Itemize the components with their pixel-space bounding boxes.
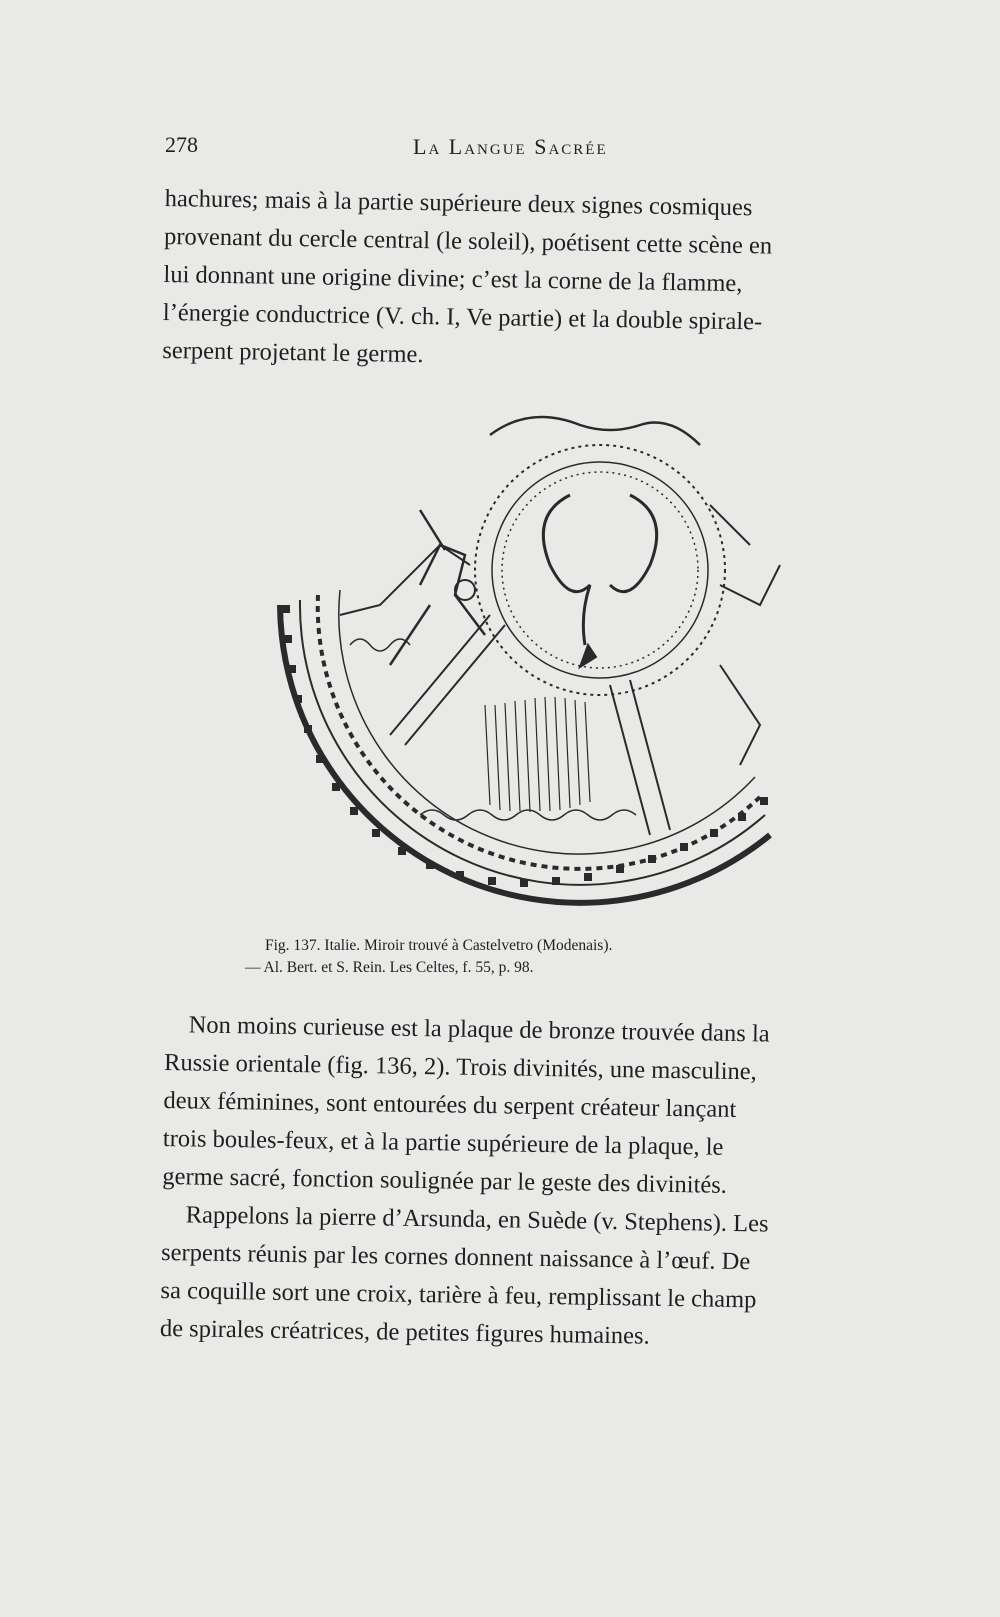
caption-line: Fig. 137. Italie. Miroir trouvé à Castelvetro (Modenais). [265,937,613,954]
caption-line: — Al. Bert. et S. Rein. Les Celtes, f. 55, p. 98. [245,959,534,976]
text-line: lui donnant une origine divine; c’est la corne de la flamme, [163,260,743,298]
top-figures [490,417,700,445]
text-line: Non moins curieuse est la plaque de bronze trouvée dans la [188,1011,770,1048]
human-figure [390,510,485,665]
paragraph-2 [160,1006,925,1360]
text-line: provenant du cercle central (le soleil), poétisent cette scène en [163,222,773,260]
text-line: trois boules-feux, et à la partie supérieure de la plaque, le [162,1124,724,1161]
text-line: l’énergie conductrice (V. ch. I, Ve partie) et la double spirale- [162,298,763,336]
figure-caption [245,935,845,979]
paragraph-1 [162,180,925,382]
text-line: germe sacré, fonction soulignée par le geste des divinités. [162,1162,728,1199]
mirror-engraving-illustration [270,405,800,915]
serpent-spiral [543,495,656,645]
ladder [390,615,505,745]
text-line: Russie orientale (fig. 136, 2). Trois divinités, une masculine, [163,1048,757,1086]
text-line: serpent projetant le germe. [162,336,424,369]
text-line: Rappelons la pierre d’Arsunda, en Suède (v. Stephens). Les [185,1201,769,1238]
text-line: de spirales créatrices, de petites figures humaines. [159,1314,650,1350]
text-line: hachures; mais à la partie supérieure deux signes cosmiques [164,184,753,222]
text-line: serpents réunis par les cornes donnent naissance à l’œuf. De [160,1238,751,1276]
text-line: sa coquille sort une croix, tarière à feu, remplissant le champ [160,1276,757,1314]
text-line: deux féminines, sont entourées du serpent créateur lançant [163,1086,737,1123]
page-number: 278 [165,132,198,157]
running-head [165,132,925,172]
hatched-area [485,697,590,812]
running-title: La Langue Sacrée [413,134,608,159]
central-sun-circle [475,445,725,695]
